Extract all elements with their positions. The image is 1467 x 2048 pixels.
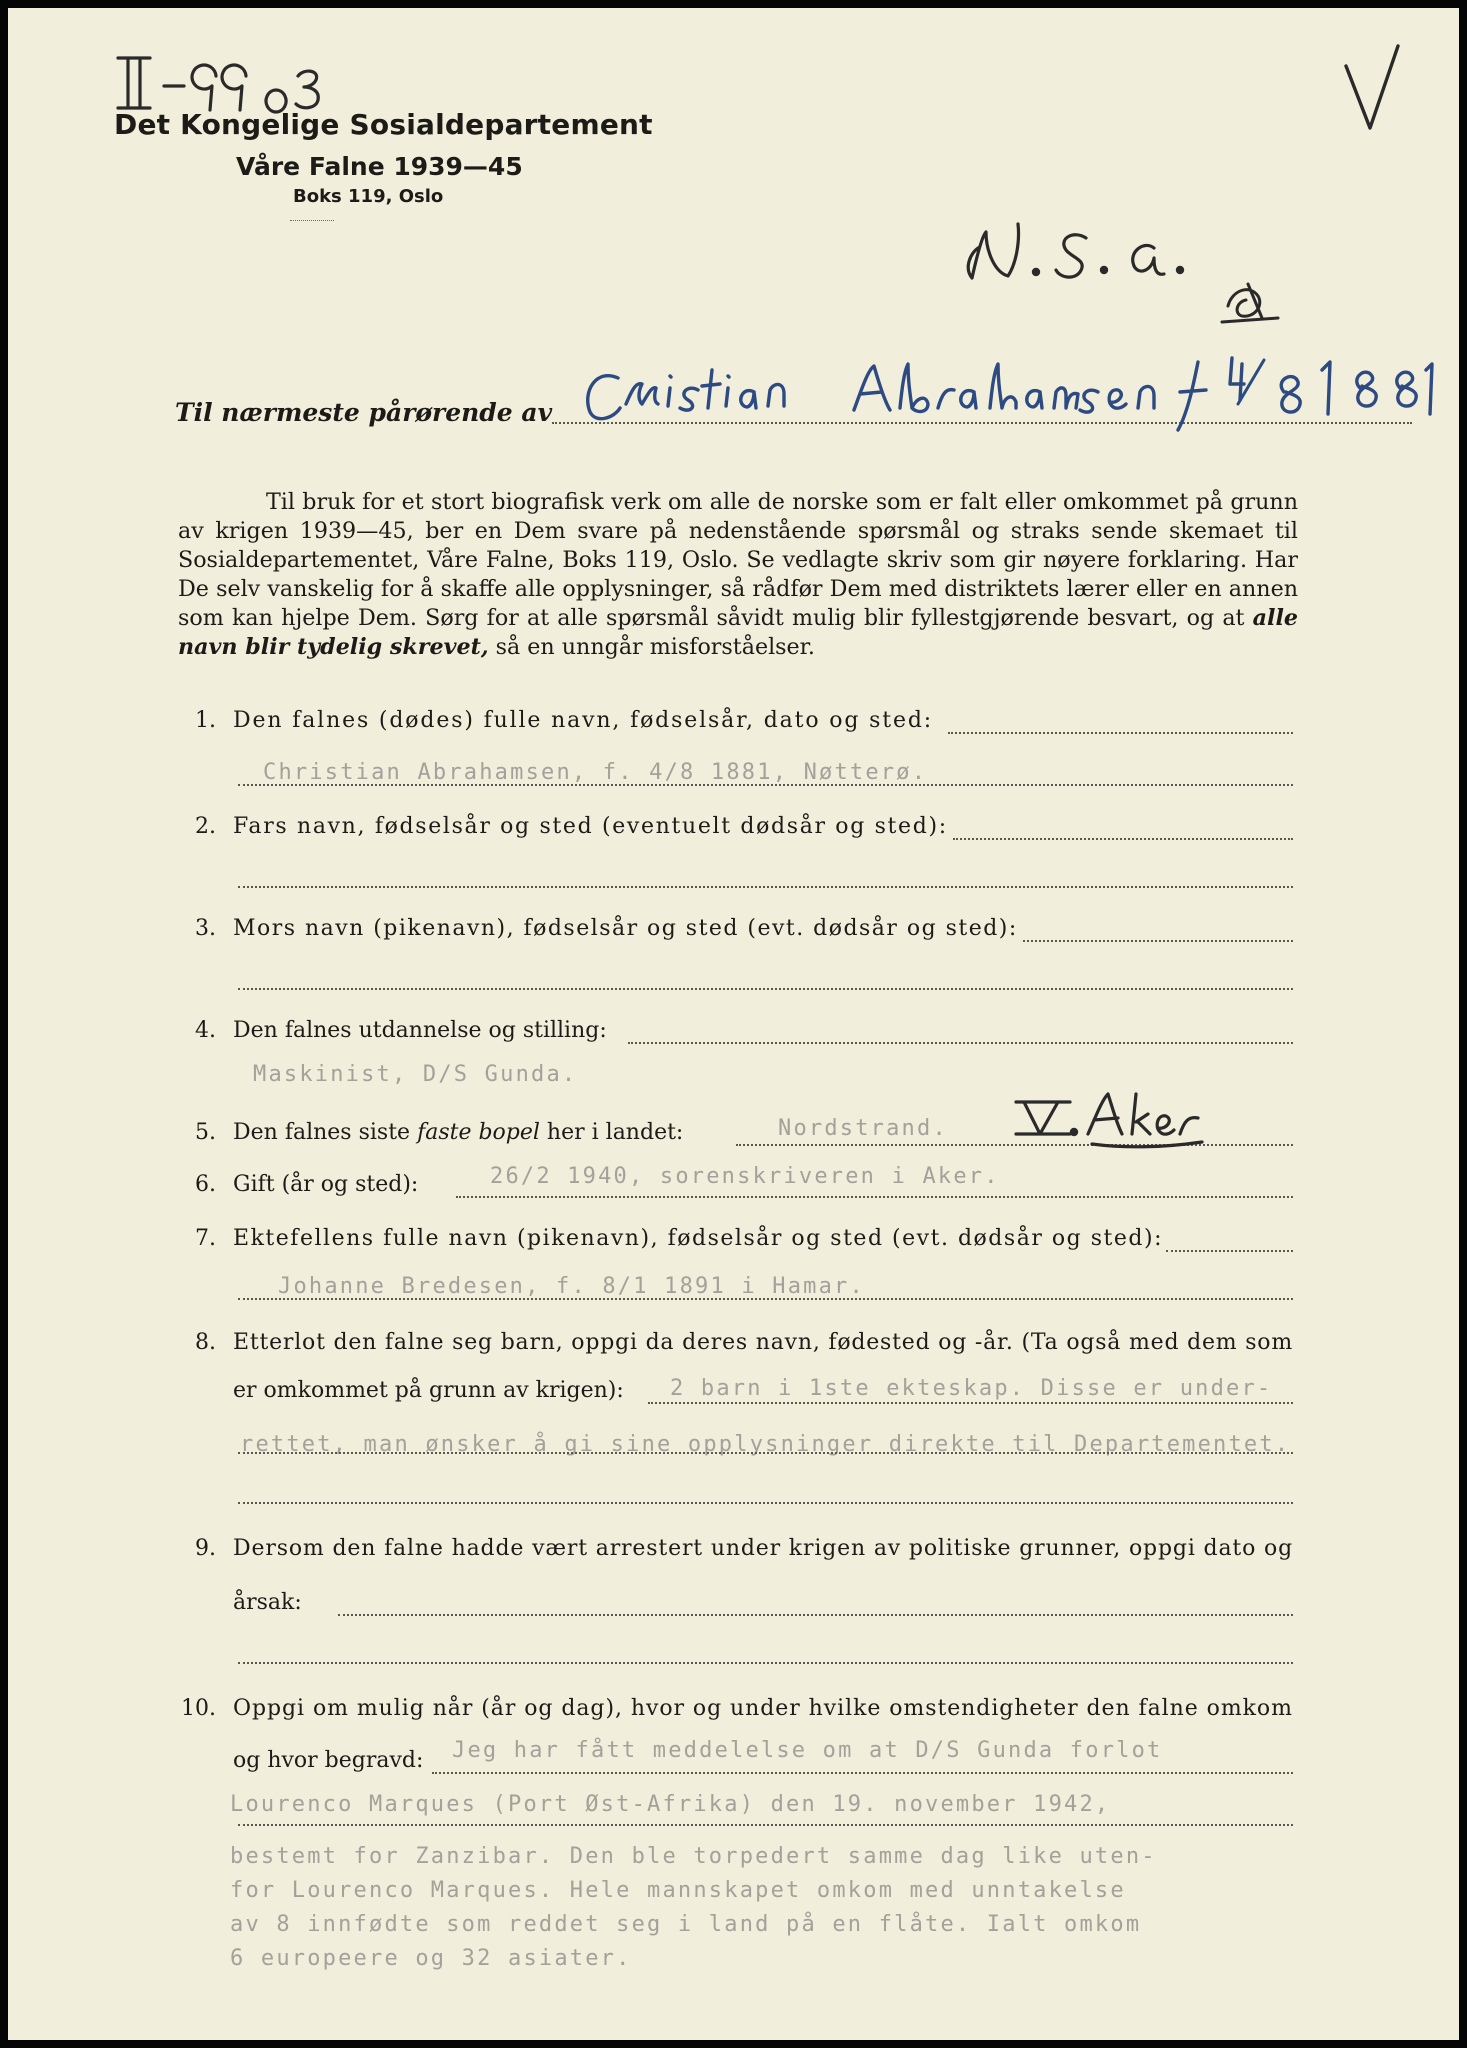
q6-answer: 26/2 1940, sorenskriveren i Aker.: [490, 1164, 1000, 1189]
q8-dots-2: [238, 1452, 1293, 1454]
q10-dots-2: [238, 1824, 1293, 1826]
handwritten-name: [578, 348, 1438, 442]
q8-dots-3: [238, 1502, 1293, 1504]
q7-dots-2: [238, 1298, 1293, 1300]
q8-number: 8.: [195, 1330, 216, 1355]
q9-number: 9.: [195, 1536, 216, 1561]
q5-text: [233, 1120, 683, 1145]
q8-text-2: er omkommet på grunn av krigen):: [233, 1378, 624, 1403]
q4-dots-1: [628, 1042, 1293, 1044]
q1-dots-1: [948, 732, 1293, 734]
q8-text-1: Etterlot den falne seg barn, oppgi da deres navn, fødested og -år. (Ta også med dem som: [233, 1330, 1293, 1355]
q3-dots-2: [238, 988, 1293, 990]
q7-dots-1: [1166, 1250, 1293, 1252]
q5-answer: Nordstrand.: [778, 1116, 948, 1141]
q10-answer-line-1: Jeg har fått meddelelse om at D/S Gunda forlot: [452, 1738, 1163, 1763]
q10-text-2: og hvor begravd:: [233, 1748, 424, 1773]
q5-text-b: her i landet:: [539, 1120, 684, 1145]
q8-dots-1: [648, 1402, 1293, 1404]
q10-answer-line-6: 6 europeere og 32 asiater.: [230, 1946, 632, 1971]
q4-text: Den falnes utdannelse og stilling:: [233, 1018, 607, 1043]
q3-text: Mors navn (pikenavn), fødselsår og sted (evt. dødsår og sted):: [233, 916, 1018, 941]
handwritten-aker: [1008, 1088, 1208, 1162]
q8-answer-1: 2 barn i 1ste ekteskap. Disse er under-: [670, 1376, 1273, 1401]
q1-text: Den falnes (dødes) fulle navn, fødselsår, dato og sted:: [233, 708, 934, 733]
q2-dots-1: [953, 838, 1293, 840]
q1-number: 1.: [195, 708, 216, 733]
q10-answer-line-3: bestemt for Zanzibar. Den ble torpedert samme dag like uten-: [230, 1844, 1157, 1869]
q9-dots-2: [238, 1662, 1293, 1664]
q9-text-2: årsak:: [233, 1590, 302, 1615]
q10-answer-line-5: av 8 innfødte som reddet seg i land på en flåte. Ialt omkom: [230, 1912, 1142, 1937]
q5-text-a: Den falnes siste: [233, 1120, 418, 1145]
handwritten-mark: [1218, 278, 1288, 332]
intro-text-1: Til bruk for et stort biografisk verk om alle de norske som er falt eller omkommet på grunn av krigen 1939—45, ber en Dem svare på nedenstående spørsmål og straks sende skemaet til Sosialdepartementet, Våre Falne, Boks 119, Oslo. Se vedlagte skriv som gir nøyere forklaring. Har De selv vanskelig for å skaffe alle opplysninger, så rådfør Dem med distriktets lærer eller en annen som kan hjelpe Dem. Sørg for at alle spørsmål såvidt mulig blir fyllestgjørende besvart, og at: [178, 489, 1298, 631]
q10-dots-1: [432, 1772, 1293, 1774]
q2-number: 2.: [195, 814, 216, 839]
q2-dots-2: [238, 886, 1293, 888]
q5-text-em: faste bopel: [417, 1120, 540, 1145]
postal-box: Boks 119, Oslo: [293, 186, 444, 207]
handwritten-checkmark: [1338, 36, 1408, 140]
q10-number: 10.: [181, 1696, 216, 1721]
header-rule: [290, 220, 334, 221]
q4-answer: Maskinist, D/S Gunda.: [253, 1062, 578, 1087]
q10-text-1: Oppgi om mulig når (år og dag), hvor og under hvilke omstendigheter den falne omkom: [233, 1696, 1293, 1721]
q5-number: 5.: [195, 1120, 216, 1145]
q1-dots-2: [238, 784, 1293, 786]
q1-answer: Christian Abrahamsen, f. 4/8 1881, Nøtterø.: [263, 760, 928, 785]
intro-text-2: så en unngår misforståelser.: [488, 634, 815, 660]
q6-text: Gift (år og sted):: [233, 1172, 419, 1197]
q6-dots: [456, 1196, 1293, 1198]
recipient-label: Til nærmeste pårørende av: [175, 398, 553, 427]
q9-text-1: Dersom den falne hadde vært arrestert under krigen av politiske grunner, oppgi dato og: [233, 1536, 1294, 1561]
q6-number: 6.: [195, 1172, 216, 1197]
dept-name: Våre Falne 1939—45: [236, 152, 523, 181]
handwritten-initials: [958, 208, 1248, 302]
q10-answer-line-4: for Lourenco Marques. Hele mannskapet omkom med unntakelse: [230, 1878, 1126, 1903]
q8-answer-2: rettet, man ønsker å gi sine opplysninger direkte til Departementet.: [240, 1432, 1291, 1457]
q4-number: 4.: [195, 1018, 216, 1043]
intro-paragraph: [178, 488, 1298, 662]
intro-emphasis: alle navn blir tydelig skrevet,: [178, 605, 1298, 660]
form-page: [8, 8, 1459, 2040]
q7-text: Ektefellens fulle navn (pikenavn), fødselsår og sted (evt. dødsår og sted):: [233, 1226, 1163, 1251]
q9-dots-1: [338, 1614, 1293, 1616]
q10-answer-line-2: Lourenco Marques (Port Øst-Afrika) den 19. november 1942,: [230, 1792, 1111, 1817]
q7-number: 7.: [195, 1226, 216, 1251]
q3-dots-1: [1023, 940, 1293, 942]
org-name: Det Kongelige Sosialdepartement: [114, 108, 653, 141]
q3-number: 3.: [195, 916, 216, 941]
q7-answer: Johanne Bredesen, f. 8/1 1891 i Hamar.: [278, 1274, 865, 1299]
q2-text: Fars navn, fødselsår og sted (eventuelt dødsår og sted):: [233, 814, 948, 839]
